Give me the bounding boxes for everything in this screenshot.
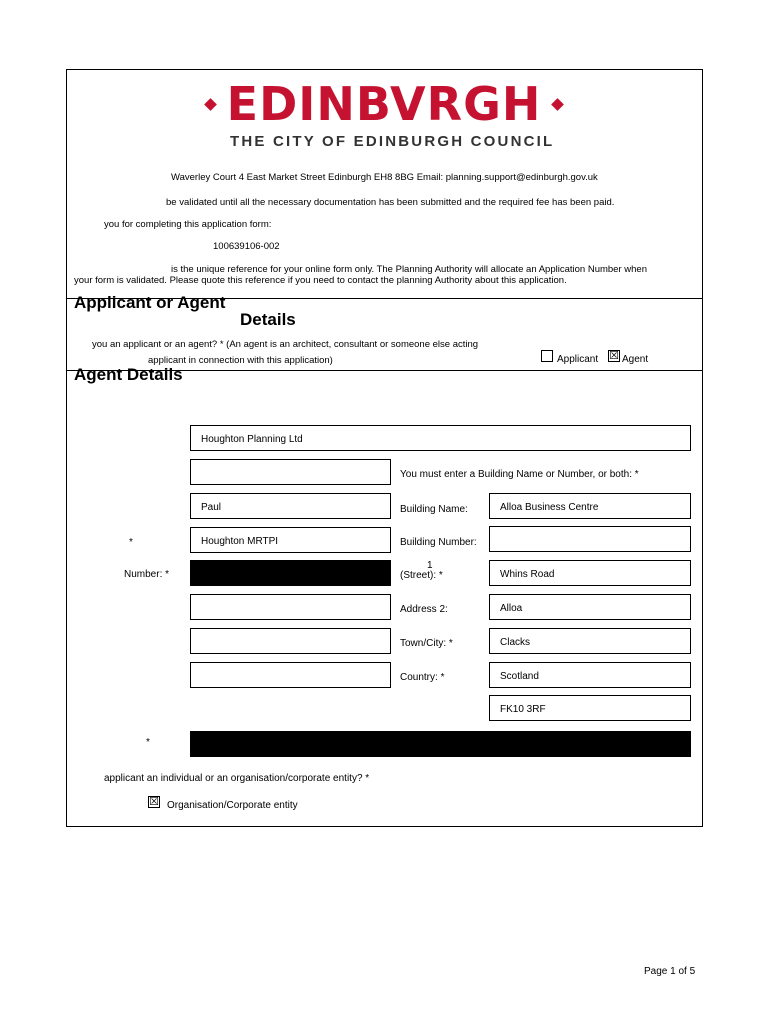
street-label: (Street): * <box>400 570 443 581</box>
fax-input[interactable] <box>190 594 391 620</box>
thanks-line: you for completing this application form: <box>104 219 272 230</box>
company-name-input[interactable]: Houghton Planning Ltd <box>190 425 691 451</box>
phone-number-label: Number: * <box>124 569 170 580</box>
street-input[interactable]: Whins Road <box>489 560 691 586</box>
town-input[interactable]: Clacks <box>489 628 691 654</box>
building-note: You must enter a Building Name or Number, or both: * <box>400 469 639 480</box>
section-title-agent: Agent Details <box>74 365 183 384</box>
town-label: Town/City: * <box>400 638 453 649</box>
organisation-option-label: Organisation/Corporate entity <box>167 800 298 811</box>
extra-input[interactable] <box>190 628 391 654</box>
applicant-question-line2: applicant in connection with this application) <box>148 355 333 366</box>
first-name-input[interactable]: Paul <box>190 493 391 519</box>
entity-question: applicant an individual or an organisation/corporate entity? * <box>104 773 370 784</box>
validation-note: be validated until all the necessary documentation has been submitted and the required fee has been paid. <box>166 197 615 208</box>
agent-checkbox[interactable]: ☒ <box>609 350 619 362</box>
page-number: Page 1 of 5 <box>644 966 696 977</box>
reference-number: 100639106-002 <box>213 241 280 252</box>
building-number-input[interactable] <box>489 526 691 552</box>
section-title-details: Details <box>240 310 296 329</box>
reference-note-1: is the unique reference for your online form only. The Planning Authority will allocate an Application Number when <box>171 264 647 275</box>
reference-note-2: your form is validated. Please quote this reference if you need to contact the planning Authority about this application. <box>74 275 567 286</box>
phone-number-redacted <box>190 560 391 586</box>
logo-wordmark: EDINBVRGH <box>226 77 542 131</box>
building-name-input[interactable]: Alloa Business Centre <box>489 493 691 519</box>
street-label-number: 1 <box>427 560 433 571</box>
diamond-left-icon <box>204 98 217 111</box>
agent-option-label: Agent <box>622 354 649 365</box>
applicant-option-label: Applicant <box>557 354 599 365</box>
unlabeled-input[interactable] <box>190 459 391 485</box>
email-required-star: * <box>146 737 150 748</box>
logo-subtitle: THE CITY OF EDINBURGH COUNCIL <box>230 133 555 150</box>
address2-input[interactable]: Alloa <box>489 594 691 620</box>
building-number-label: Building Number: <box>400 537 477 548</box>
applicant-checkbox[interactable] <box>541 350 553 362</box>
last-name-required-star: * <box>129 537 133 548</box>
country-input[interactable]: Scotland <box>489 662 691 688</box>
address2-label: Address 2: <box>400 604 448 615</box>
last-name-input[interactable]: Houghton MRTPI <box>190 527 391 553</box>
section-title-applicant: Applicant or Agent <box>74 293 226 312</box>
applicant-question-line1: you an applicant or an agent? * (An agent is an architect, consultant or someone else acting <box>92 339 479 350</box>
diamond-right-icon <box>551 98 564 111</box>
organisation-checkbox[interactable]: ☒ <box>149 796 159 808</box>
council-logo <box>178 78 590 130</box>
country-label: Country: * <box>400 672 445 683</box>
address-line: Waverley Court 4 East Market Street Edinburgh EH8 8BG Email: planning.support@edinburgh.gov.uk <box>171 172 598 183</box>
email-redacted <box>190 731 691 757</box>
postcode-input[interactable]: FK10 3RF <box>489 695 691 721</box>
building-name-label: Building Name: <box>400 504 468 515</box>
extra-input-2[interactable] <box>190 662 391 688</box>
